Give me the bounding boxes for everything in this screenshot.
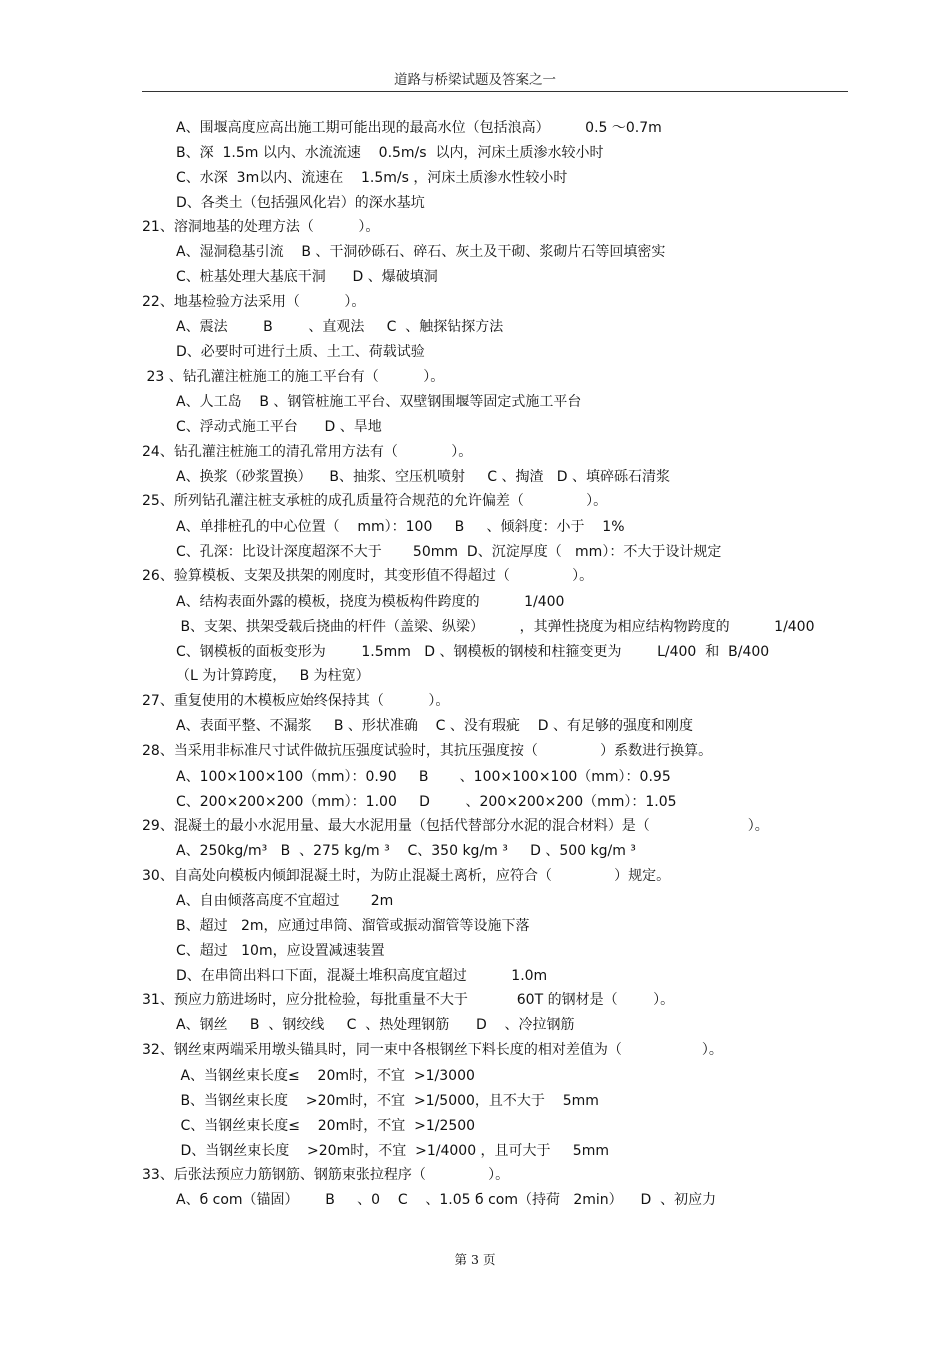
answer-option-line: C、200×200×200（mm）：1.00 D 、200×200×200（mm）：1.05 bbox=[176, 794, 677, 810]
question-line: 32、钢丝束两端采用墩头锚具时，同一束中各根钢丝下料长度的相对差值为（ ）。 bbox=[142, 1042, 723, 1058]
answer-option-line: C、水深 3m以内、流速在 1.5m/s ，河床土质渗水性较小时 bbox=[176, 170, 568, 186]
answer-option-line: A、250kg/m³ B 、275 kg/m ³ C、350 kg/m ³ D 、500 kg/m ³ bbox=[176, 843, 636, 859]
answer-option-line: D、在串筒出料口下面，混凝土堆积高度宜超过 1.0m bbox=[176, 968, 548, 984]
question-line: 28、当采用非标准尺寸试件做抗压强度试验时，其抗压强度按（ ）系数进行换算。 bbox=[142, 743, 713, 759]
answer-option-line: D、各类土（包括强风化岩）的深水基坑 bbox=[176, 195, 425, 211]
question-line: 27、重复使用的木模板应始终保持其（ ）。 bbox=[142, 693, 450, 709]
question-line: 30、自高处向模板内倾卸混凝土时，为防止混凝土离析，应符合（ ）规定。 bbox=[142, 868, 671, 884]
answer-option-line: C、浮动式施工平台 D 、旱地 bbox=[176, 419, 382, 435]
answer-option-line: A、结构表面外露的模板，挠度为模板构件跨度的 1/400 bbox=[176, 594, 565, 610]
answer-option-line: A、自由倾落高度不宜超过 2m bbox=[176, 893, 394, 909]
answer-option-line: C、桩基处理大基底干洞 D 、爆破填洞 bbox=[176, 269, 438, 285]
header-rule bbox=[142, 91, 848, 92]
answer-option-line: C、当钢丝束长度≤ 20m时，不宜 >1/2500 bbox=[176, 1118, 476, 1134]
answer-option-line: A、钢丝 B 、钢绞线 C 、热处理钢筋 D 、冷拉钢筋 bbox=[176, 1017, 575, 1033]
answer-option-line: A、单排桩孔的中心位置（ mm）：100 B 、倾斜度：小于 1% bbox=[176, 519, 625, 535]
page-number: 第 3 页 bbox=[454, 1252, 496, 1267]
answer-option-line: A、100×100×100（mm）：0.90 B 、100×100×100（mm）：0.95 bbox=[176, 769, 671, 785]
answer-option-line: A、换浆（砂浆置换） B、抽浆、空压机喷射 C 、掏渣 D 、填碎砾石清浆 bbox=[176, 469, 671, 485]
question-line: 31、预应力筋进场时，应分批检验，每批重量不大于 60T 的钢材是（ ）。 bbox=[142, 992, 675, 1008]
answer-option-line: C、钢模板的面板变形为 1.5mm D 、钢模板的钢棱和柱箍变更为 L/400 和 B/400 bbox=[176, 644, 770, 660]
answer-option-line: A、围堰高度应高出施工期可能出现的最高水位（包括浪高） 0.5 ～0.7m bbox=[176, 120, 662, 136]
question-line: 26、验算模板、支架及拱架的刚度时，其变形值不得超过（ ）。 bbox=[142, 568, 594, 584]
answer-option-line: （L 为计算跨度， B 为柱宽） bbox=[176, 668, 370, 684]
answer-option-line: A、表面平整、不漏浆 B 、形状准确 C 、没有瑕疵 D 、有足够的强度和刚度 bbox=[176, 718, 693, 734]
answer-option-line: C、孔深：比设计深度超深不大于 50mm D、沉淀厚度（ mm）：不大于设计规定 bbox=[176, 544, 722, 560]
answer-option-line: A、湿洞稳基引流 B 、干洞砂砾石、碎石、灰土及干砌、浆砌片石等回填密实 bbox=[176, 244, 666, 260]
answer-option-line: B、超过 2m，应通过串筒、溜管或振动溜管等设施下落 bbox=[176, 918, 530, 934]
answer-option-line: B、深 1.5m 以内、水流流速 0.5m/s 以内，河床土质渗水较小时 bbox=[176, 145, 604, 161]
question-line: 23 、钻孔灌注桩施工的施工平台有（ ）。 bbox=[142, 369, 445, 385]
question-line: 33、后张法预应力筋钢筋、钢筋束张拉程序（ ）。 bbox=[142, 1167, 510, 1183]
answer-option-line: D、必要时可进行土质、土工、荷载试验 bbox=[176, 344, 425, 360]
question-line: 25、所列钻孔灌注桩支承桩的成孔质量符合规范的允许偏差（ ）。 bbox=[142, 493, 608, 509]
answer-option-line: A、震法 B 、直观法 C 、触探钻探方法 bbox=[176, 319, 504, 335]
answer-option-line: B、支架、拱架受载后挠曲的杆件（盖梁、纵梁） ，其弹性挠度为相应结构物跨度的 1/400 bbox=[176, 619, 815, 635]
page-header: 道路与桥梁试题及答案之一 bbox=[394, 72, 556, 88]
answer-option-line: C、超过 10m，应设置减速装置 bbox=[176, 943, 385, 959]
answer-option-line: A、б com（锚固） B 、0 C 、1.05 б com（持荷 2min） D 、初应力 bbox=[176, 1192, 717, 1208]
question-line: 21、溶洞地基的处理方法（ ）。 bbox=[142, 219, 380, 235]
question-line: 29、混凝土的最小水泥用量、最大水泥用量（包括代替部分水泥的混合材料）是（ ）。 bbox=[142, 818, 769, 834]
answer-option-line: B、当钢丝束长度 >20m时，不宜 >1/5000，且不大于 5mm bbox=[176, 1093, 599, 1109]
answer-option-line: A、人工岛 B 、钢管桩施工平台、双壁钢围堰等固定式施工平台 bbox=[176, 394, 582, 410]
question-line: 24、钻孔灌注桩施工的清孔常用方法有（ ）。 bbox=[142, 444, 473, 460]
question-line: 22、地基检验方法采用（ ）。 bbox=[142, 294, 366, 310]
answer-option-line: D、当钢丝束长度 >20m时，不宜 >1/4000 ，且可大于 5mm bbox=[176, 1143, 609, 1159]
answer-option-line: A、当钢丝束长度≤ 20m时，不宜 >1/3000 bbox=[176, 1068, 475, 1084]
